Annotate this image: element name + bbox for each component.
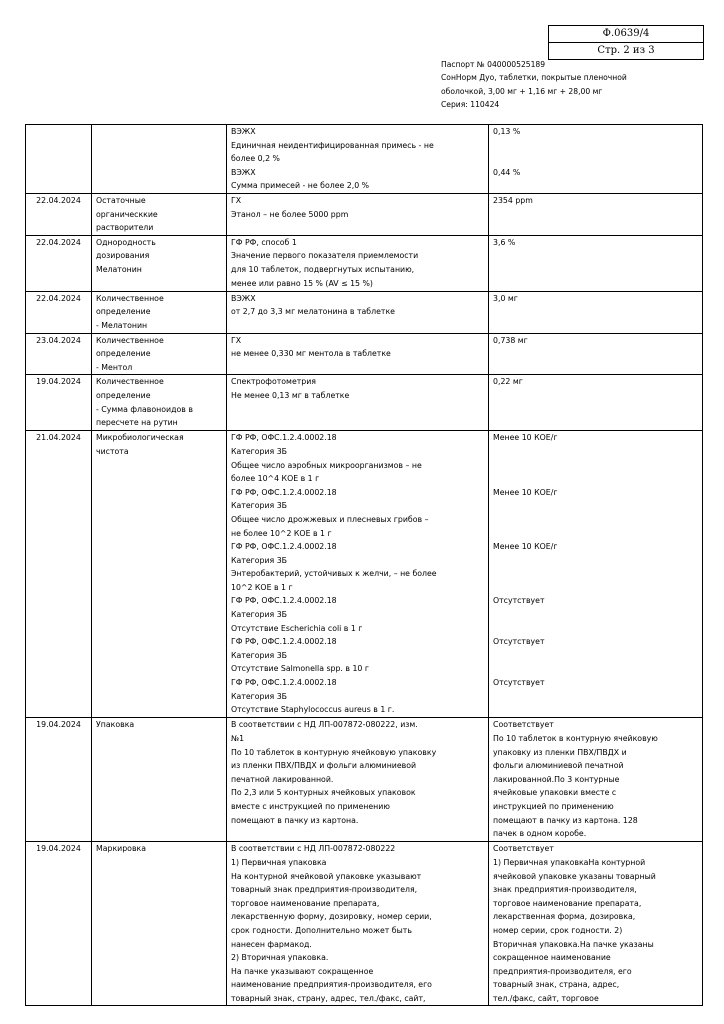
row-date: 23.04.2024 — [26, 333, 92, 375]
row-result: 3,6 % — [489, 235, 703, 291]
row-requirement: ВЭЖХ Единичная неидентифицированная примесь - не более 0,2 % ВЭЖХ Сумма примесей - не более 2,0 % — [227, 125, 489, 194]
row-indicator: Маркировка — [92, 842, 227, 1006]
row-requirement: ГФ РФ, способ 1 Значение первого показателя приемлемости для 10 таблеток, подвергнутых испытанию, менее или равно 15 % (AV ≤ 15 %) — [227, 235, 489, 291]
product-name: СонНорм Дуо, таблетки, покрытые пленочной — [441, 73, 627, 83]
row-requirement: ГХ не менее 0,330 мг ментола в таблетке — [227, 333, 489, 375]
row-result: 2354 ppm — [489, 194, 703, 236]
table-row — [26, 375, 703, 431]
row-date: 22.04.2024 — [26, 235, 92, 291]
row-indicator — [92, 125, 227, 194]
row-result: 0,738 мг — [489, 333, 703, 375]
row-date: 21.04.2024 — [26, 431, 92, 718]
row-requirement: В соответствии с НД ЛП-007872-080222, изм. №1 По 10 таблеток в контурную ячейковую упаковку из пленки ПВХ/ПВДХ и фольги алюминиевой печатной лакированной. По 2,3 или 5 контурных ячейковых упаковок вместе с инструкцией по применению помещают в пачку из картона. — [227, 718, 489, 842]
row-date: 19.04.2024 — [26, 842, 92, 1006]
passport-info — [441, 58, 681, 112]
test-results-table — [25, 124, 703, 1006]
row-date — [26, 125, 92, 194]
row-requirement: Спектрофотометрия Не менее 0,13 мг в таблетке — [227, 375, 489, 431]
row-requirement: ГФ РФ, ОФС.1.2.4.0002.18 Категория 3Б Общее число аэробных микроорганизмов – не более 10^4 КОЕ в 1 г ГФ РФ, ОФС.1.2.4.0002.18 Категория 3Б Общее число дрожжевых и плесневых грибов – не более 10^2 КОЕ в 1 г ГФ РФ, ОФС.1.2.4.0002.18 Категория 3Б Энтеробактерий, устойчивых к желчи, – не более 10^2 КОЕ в 1 г ГФ РФ, ОФС.1.2.4.0002.18 Категория 3Б Отсутствие Escherichia coli в 1 г ГФ РФ, ОФС.1.2.4.0002.18 Категория 3Б Отсутствие Salmonella spp. в 10 г ГФ РФ, ОФС.1.2.4.0002.18 Категория 3Б Отсутствие Staphylococcus aureus в 1 г. — [227, 431, 489, 718]
row-indicator: Остаточные органическкие растворители — [92, 194, 227, 236]
table-row — [26, 291, 703, 333]
row-result: Соответствует 1) Первичная упаковкаНа контурной ячейковой упаковке указаны товарный знак предприятия-производителя, торговое наименование препарата, лекарственная форма, дозировка, номер серии, срок годности. 2) Вторичная упаковка.На пачке указаны сокращенное наименование предприятия-производителя, его товарный знак, страна, адрес, тел./факс, сайт, торговое — [489, 842, 703, 1006]
row-indicator: Микробиологическая чистота — [92, 431, 227, 718]
row-indicator: Однородность дозирования Мелатонин — [92, 235, 227, 291]
row-requirement: ВЭЖХ от 2,7 до 3,3 мг мелатонина в таблетке — [227, 291, 489, 333]
row-requirement: В соответствии с НД ЛП-007872-080222 1) Первичная упаковка На контурной ячейковой упаковке указывают товарный знак предприятия-производителя, торговое наименование препарата, лекарственную форму, дозировку, номер серии, срок годности. Дополнительно может быть нанесен фармакод. 2) Вторичная упаковка. На пачке указывают сокращенное наименование предприятия-производителя, его товарный знак, страну, адрес, тел./факс, сайт, — [227, 842, 489, 1006]
row-result: 0,22 мг — [489, 375, 703, 431]
passport-number: Паспорт № 040000525189 — [441, 60, 546, 69]
table-row — [26, 333, 703, 375]
row-result: Менее 10 КОЕ/г Менее 10 КОЕ/г Менее 10 КОЕ/г Отсутствует Отсутствует Отсутствует — [489, 431, 703, 718]
table-row — [26, 125, 703, 194]
row-date: 19.04.2024 — [26, 718, 92, 842]
table-row — [26, 718, 703, 842]
row-date: 22.04.2024 — [26, 291, 92, 333]
row-date: 22.04.2024 — [26, 194, 92, 236]
form-code: Ф.0639/4 — [549, 26, 703, 43]
table-row — [26, 842, 703, 1006]
row-requirement: ГХ Этанол – не более 5000 ppm — [227, 194, 489, 236]
table-row — [26, 235, 703, 291]
row-indicator: Количественное определение - Мелатонин — [92, 291, 227, 333]
batch-number: Серия: 110424 — [441, 100, 500, 110]
page-number: Стр. 2 из 3 — [597, 45, 655, 56]
row-result: 0,13 % 0,44 % — [489, 125, 703, 194]
row-result: 3,0 мг — [489, 291, 703, 333]
row-result: Соответствует По 10 таблеток в контурную ячейковую упаковку из пленки ПВХ/ПВДХ и фольги алюминиевой печатной лакированной.По 3 контурные ячейковые упаковки вместе с инструкцией по применению помещают в пачку из картона. 128 пачек в одном коробе. — [489, 718, 703, 842]
row-indicator: Количественное определение - Ментол — [92, 333, 227, 375]
table-row — [26, 431, 703, 718]
row-indicator: Количественное определение - Сумма флавоноидов в пересчете на рутин — [92, 375, 227, 431]
product-dosage: оболочкой, 3,00 мг + 1,16 мг + 28,00 мг — [441, 86, 603, 96]
row-date: 19.04.2024 — [26, 375, 92, 431]
form-code-box — [548, 25, 704, 60]
table-row — [26, 194, 703, 236]
row-indicator: Упаковка — [92, 718, 227, 842]
